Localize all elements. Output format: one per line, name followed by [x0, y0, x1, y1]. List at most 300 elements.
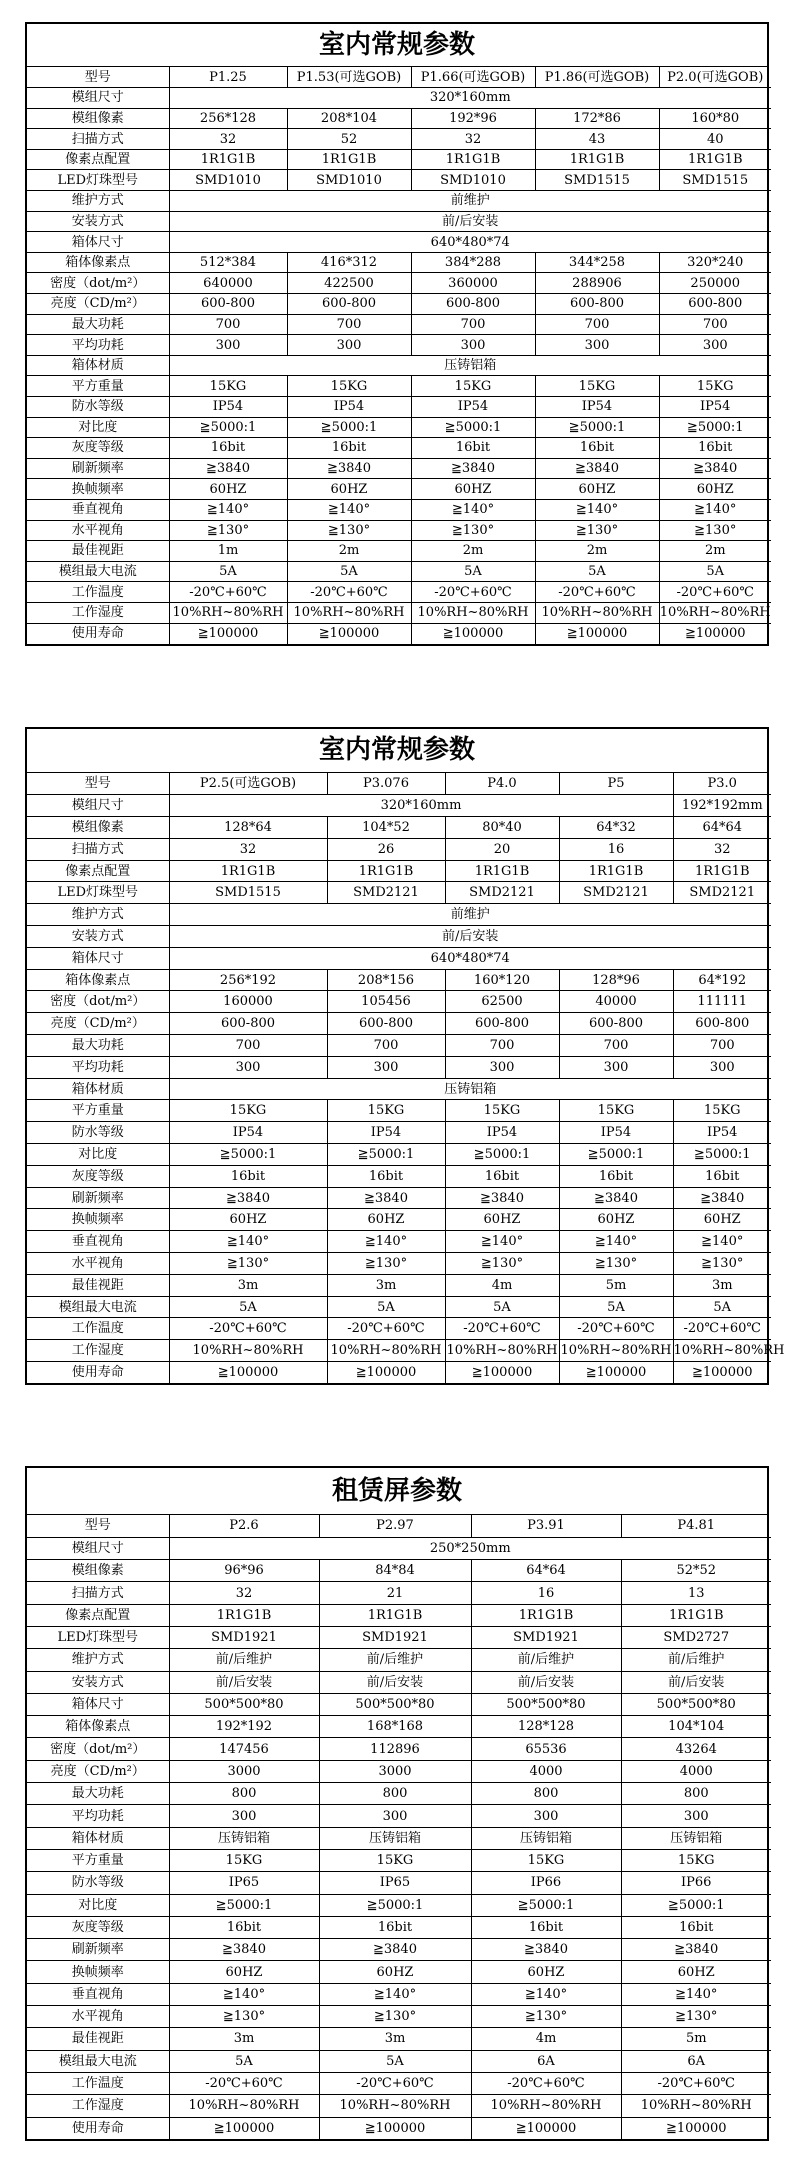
table-cell: ≧3840	[673, 1187, 771, 1209]
table-cell: ≧100000	[169, 1362, 327, 1384]
row-label: 垂直视角	[27, 1983, 169, 2005]
table-cell: 40	[659, 129, 771, 150]
table-cell: ≧5000:1	[169, 1144, 327, 1166]
row-label: 模组最大电流	[27, 1296, 169, 1318]
table-cell: 168*168	[319, 1716, 471, 1738]
table-row	[27, 1537, 771, 1559]
table-cell: ≧100000	[287, 623, 411, 644]
table-cell: 3m	[169, 2028, 319, 2050]
table-cell: 62500	[445, 991, 559, 1013]
row-label: 模组尺寸	[27, 1537, 169, 1559]
table-cell: 500*500*80	[319, 1693, 471, 1715]
table-cell: -20℃+60℃	[621, 2072, 771, 2094]
table-cell: ≧5000:1	[169, 417, 287, 438]
table-cell: 600-800	[445, 1013, 559, 1035]
table-cell: 60HZ	[471, 1961, 621, 1983]
column-header: P1.53(可选GOB)	[287, 67, 411, 88]
table-cell: ≧130°	[471, 2006, 621, 2028]
table-row	[27, 1187, 771, 1209]
table-cell: 前/后安装	[621, 1671, 771, 1693]
table-cell: 60HZ	[559, 1209, 673, 1231]
table-cell: IP54	[445, 1122, 559, 1144]
table-cell: 60HZ	[673, 1209, 771, 1231]
table-cell: 16bit	[169, 1165, 327, 1187]
table-cell: 700	[659, 314, 771, 335]
table-row	[27, 602, 771, 623]
table-cell: ≧3840	[327, 1187, 445, 1209]
table-cell: ≧100000	[535, 623, 659, 644]
table-cell: 15KG	[559, 1100, 673, 1122]
table-cell: 128*64	[169, 817, 327, 839]
table-cell: 640000	[169, 273, 287, 294]
table-cell: 128*128	[471, 1716, 621, 1738]
table-cell: 600-800	[287, 294, 411, 315]
table-cell: -20℃+60℃	[319, 2072, 471, 2094]
table-cell: 32	[673, 838, 771, 860]
table-cell: ≧140°	[327, 1231, 445, 1253]
table-cell: 64*64	[471, 1560, 621, 1582]
row-label: 换帧频率	[27, 479, 169, 500]
table-cell: 700	[411, 314, 535, 335]
row-label: 水平视角	[27, 1253, 169, 1275]
table-cell: 600-800	[535, 294, 659, 315]
table-cell: 32	[169, 838, 327, 860]
row-label: 防水等级	[27, 397, 169, 418]
table-row	[27, 1961, 771, 1983]
table-cell: 15KG	[411, 376, 535, 397]
table-row	[27, 860, 771, 882]
table-cell: 5A	[287, 561, 411, 582]
table-cell: 105456	[327, 991, 445, 1013]
row-label: 亮度（CD/m²）	[27, 1760, 169, 1782]
table-cell: 250*250mm	[169, 1537, 771, 1559]
column-header: P1.66(可选GOB)	[411, 67, 535, 88]
table-cell: 5A	[169, 1296, 327, 1318]
table-cell: 5A	[659, 561, 771, 582]
table-cell: 10%RH~80%RH	[445, 1340, 559, 1362]
table-cell: IP66	[471, 1872, 621, 1894]
table-cell: 1m	[169, 541, 287, 562]
table-row	[27, 2117, 771, 2139]
row-label: 平均功耗	[27, 1805, 169, 1827]
row-label: 最佳视距	[27, 1274, 169, 1296]
table-cell: 300	[169, 335, 287, 356]
table-cell: ≧130°	[411, 520, 535, 541]
row-label: 模组像素	[27, 1560, 169, 1582]
table-row	[27, 479, 771, 500]
row-label: 型号	[27, 1515, 169, 1537]
row-label: 灰度等级	[27, 1165, 169, 1187]
table-cell: -20℃+60℃	[169, 1318, 327, 1340]
table-row	[27, 1649, 771, 1671]
table-cell: 192*192mm	[673, 795, 771, 817]
table-cell: 15KG	[169, 376, 287, 397]
table-cell: 300	[559, 1056, 673, 1078]
row-label: 垂直视角	[27, 1231, 169, 1253]
table-cell: 320*240	[659, 252, 771, 273]
table-cell: ≧100000	[445, 1362, 559, 1384]
row-label: 型号	[27, 67, 169, 88]
table-cell: ≧3840	[169, 458, 287, 479]
table-cell: 压铸铝箱	[169, 1078, 771, 1100]
table-cell: SMD1515	[659, 170, 771, 191]
table-cell: 160000	[169, 991, 327, 1013]
column-header: P2.0(可选GOB)	[659, 67, 771, 88]
table-cell: 6A	[471, 2050, 621, 2072]
table-cell: SMD1515	[535, 170, 659, 191]
row-label: 工作湿度	[27, 2095, 169, 2117]
table-row	[27, 1983, 771, 2005]
table-cell: 15KG	[659, 376, 771, 397]
table-cell: 300	[319, 1805, 471, 1827]
table-cell: 600-800	[169, 1013, 327, 1035]
table-cell: 前/后安装	[169, 926, 771, 948]
table-cell: 16bit	[559, 1165, 673, 1187]
row-label: 维护方式	[27, 904, 169, 926]
table-cell: ≧130°	[535, 520, 659, 541]
table-cell: 13	[621, 1582, 771, 1604]
table-cell: 147456	[169, 1738, 319, 1760]
table-row	[27, 520, 771, 541]
table-cell: 10%RH~80%RH	[659, 602, 771, 623]
table-row	[27, 882, 771, 904]
table-cell: 256*192	[169, 969, 327, 991]
row-label: 模组像素	[27, 817, 169, 839]
table-row	[27, 1582, 771, 1604]
table-cell: 300	[169, 1805, 319, 1827]
spec-grid	[27, 773, 785, 1383]
row-label: 箱体像素点	[27, 969, 169, 991]
table-cell: ≧5000:1	[673, 1144, 771, 1166]
table-cell: IP65	[169, 1872, 319, 1894]
table-cell: ≧140°	[673, 1231, 771, 1253]
table-row	[27, 1362, 771, 1384]
table-cell: 700	[169, 314, 287, 335]
row-label: LED灯珠型号	[27, 1626, 169, 1648]
table-row	[27, 1056, 771, 1078]
row-label: 安装方式	[27, 211, 169, 232]
table-cell: -20℃+60℃	[445, 1318, 559, 1340]
table-cell: 700	[445, 1035, 559, 1057]
column-header: P2.5(可选GOB)	[169, 773, 327, 795]
table-cell: 前维护	[169, 191, 771, 212]
table-cell: 5A	[535, 561, 659, 582]
row-label: 垂直视角	[27, 499, 169, 520]
row-label: 扫描方式	[27, 129, 169, 150]
table-cell: 52*52	[621, 1560, 771, 1582]
table-cell: 2m	[287, 541, 411, 562]
table-row	[27, 88, 771, 109]
table-cell: 640*480*74	[169, 232, 771, 253]
table-cell: 64*192	[673, 969, 771, 991]
table-cell: ≧130°	[169, 520, 287, 541]
table-cell: 6A	[621, 2050, 771, 2072]
table-cell: ≧5000:1	[319, 1894, 471, 1916]
table-cell: 60HZ	[319, 1961, 471, 1983]
table-cell: SMD1515	[169, 882, 327, 904]
table-cell: ≧5000:1	[535, 417, 659, 438]
table-cell: ≧140°	[287, 499, 411, 520]
table-cell: 60HZ	[327, 1209, 445, 1231]
table-row	[27, 991, 771, 1013]
table-cell: 300	[673, 1056, 771, 1078]
table-cell: 208*104	[287, 108, 411, 129]
table-row	[27, 561, 771, 582]
table-cell: 16bit	[287, 438, 411, 459]
table-row	[27, 1209, 771, 1231]
table-cell: SMD1010	[411, 170, 535, 191]
table-row	[27, 108, 771, 129]
table-cell: 10%RH~80%RH	[327, 1340, 445, 1362]
table-cell: SMD2121	[559, 882, 673, 904]
table-cell: 600-800	[559, 1013, 673, 1035]
table-cell: ≧140°	[411, 499, 535, 520]
table-cell: ≧3840	[445, 1187, 559, 1209]
table-row	[27, 1296, 771, 1318]
table-cell: 1R1G1B	[471, 1604, 621, 1626]
table-row	[27, 1760, 771, 1782]
table-cell: 300	[411, 335, 535, 356]
row-label: 工作湿度	[27, 1340, 169, 1362]
table-cell: ≧130°	[659, 520, 771, 541]
table-row	[27, 1827, 771, 1849]
row-label: 使用寿命	[27, 623, 169, 644]
table-cell: ≧140°	[621, 1983, 771, 2005]
table-cell: SMD2727	[621, 1626, 771, 1648]
table-cell: 344*258	[535, 252, 659, 273]
table-cell: 3m	[673, 1274, 771, 1296]
table-cell: 5A	[411, 561, 535, 582]
table-cell: 16	[559, 838, 673, 860]
table-cell: ≧5000:1	[471, 1894, 621, 1916]
table-cell: 111111	[673, 991, 771, 1013]
row-label: 最佳视距	[27, 2028, 169, 2050]
table-cell: 10%RH~80%RH	[287, 602, 411, 623]
table-cell: 1R1G1B	[287, 149, 411, 170]
table-cell: 500*500*80	[169, 1693, 319, 1715]
table-cell: ≧100000	[659, 623, 771, 644]
column-header: P2.97	[319, 1515, 471, 1537]
table-row	[27, 1916, 771, 1938]
table-cell: 64*32	[559, 817, 673, 839]
row-label: 工作温度	[27, 2072, 169, 2094]
table-row	[27, 458, 771, 479]
table-cell: 1R1G1B	[621, 1604, 771, 1626]
table-cell: 1R1G1B	[559, 860, 673, 882]
table-row	[27, 1894, 771, 1916]
table-cell: -20℃+60℃	[411, 582, 535, 603]
row-label: 刷新频率	[27, 458, 169, 479]
table-row	[27, 1144, 771, 1166]
table-cell: 10%RH~80%RH	[559, 1340, 673, 1362]
table-cell: 96*96	[169, 1560, 319, 1582]
row-label: 水平视角	[27, 2006, 169, 2028]
table-cell: -20℃+60℃	[169, 2072, 319, 2094]
table-cell: 104*52	[327, 817, 445, 839]
table-cell: 700	[169, 1035, 327, 1057]
table-row	[27, 499, 771, 520]
table-cell: 3m	[319, 2028, 471, 2050]
column-header: P5	[559, 773, 673, 795]
table-cell: 10%RH~80%RH	[621, 2095, 771, 2117]
table-cell: ≧130°	[327, 1253, 445, 1275]
table-cell: 600-800	[327, 1013, 445, 1035]
table-row	[27, 1626, 771, 1648]
table-cell: 384*288	[411, 252, 535, 273]
row-label: 平方重量	[27, 376, 169, 397]
table-cell: ≧100000	[471, 2117, 621, 2139]
row-label: 扫描方式	[27, 1582, 169, 1604]
table-cell: ≧130°	[169, 2006, 319, 2028]
row-label: 箱体材质	[27, 1078, 169, 1100]
table-cell: ≧140°	[319, 1983, 471, 2005]
row-label: LED灯珠型号	[27, 882, 169, 904]
table-cell: 5m	[621, 2028, 771, 2050]
row-label: 密度（dot/m²）	[27, 273, 169, 294]
header-row	[27, 1515, 771, 1537]
table-cell: ≧3840	[535, 458, 659, 479]
table-cell: 2m	[535, 541, 659, 562]
table-cell: 2m	[659, 541, 771, 562]
table-cell: ≧5000:1	[621, 1894, 771, 1916]
table-cell: IP54	[411, 397, 535, 418]
table-cell: 1R1G1B	[327, 860, 445, 882]
column-header: P1.25	[169, 67, 287, 88]
row-label: 安装方式	[27, 1671, 169, 1693]
table-cell: 160*80	[659, 108, 771, 129]
table-cell: IP54	[535, 397, 659, 418]
table-row	[27, 2072, 771, 2094]
table-cell: 300	[659, 335, 771, 356]
table-cell: 5A	[319, 2050, 471, 2072]
row-label: 平方重量	[27, 1849, 169, 1871]
spec-grid	[27, 67, 771, 644]
table-row	[27, 335, 771, 356]
header-row	[27, 773, 771, 795]
table-row	[27, 294, 771, 315]
table-cell: 320*160mm	[169, 795, 673, 817]
table-cell: 300	[471, 1805, 621, 1827]
table-row	[27, 170, 771, 191]
table-cell: 422500	[287, 273, 411, 294]
column-header: P3.0	[673, 773, 771, 795]
table-cell: 250000	[659, 273, 771, 294]
row-label: 箱体尺寸	[27, 232, 169, 253]
table-row	[27, 314, 771, 335]
table-cell: 800	[169, 1783, 319, 1805]
table-cell: 60HZ	[445, 1209, 559, 1231]
table-cell: IP66	[621, 1872, 771, 1894]
table-cell: 4000	[471, 1760, 621, 1782]
table-cell: 64*64	[673, 817, 771, 839]
table-cell: 112896	[319, 1738, 471, 1760]
row-label: 像素点配置	[27, 149, 169, 170]
table-row	[27, 926, 771, 948]
table-cell: 800	[621, 1783, 771, 1805]
table-cell: 208*156	[327, 969, 445, 991]
table-cell: 5A	[673, 1296, 771, 1318]
table-cell: 10%RH~80%RH	[169, 2095, 319, 2117]
table-cell: 10%RH~80%RH	[169, 1340, 327, 1362]
table-cell: ≧100000	[559, 1362, 673, 1384]
table-cell: 300	[327, 1056, 445, 1078]
table-cell: 3m	[169, 1274, 327, 1296]
table-cell: 700	[287, 314, 411, 335]
table-cell: 16bit	[535, 438, 659, 459]
table-cell: 84*84	[319, 1560, 471, 1582]
table-row	[27, 232, 771, 253]
table-cell: IP54	[169, 1122, 327, 1144]
table-cell: SMD1010	[287, 170, 411, 191]
table-title: 租赁屏参数	[27, 1468, 767, 1515]
table-cell: 1R1G1B	[445, 860, 559, 882]
table-cell: 40000	[559, 991, 673, 1013]
table-cell: ≧130°	[319, 2006, 471, 2028]
table-cell: 800	[471, 1783, 621, 1805]
spec-table-indoor-2	[25, 727, 785, 1385]
table-row	[27, 1122, 771, 1144]
table-cell: 16bit	[411, 438, 535, 459]
table-row	[27, 541, 771, 562]
table-cell: 700	[535, 314, 659, 335]
column-header: P1.86(可选GOB)	[535, 67, 659, 88]
table-cell: ≧100000	[411, 623, 535, 644]
row-label: 最大功耗	[27, 314, 169, 335]
table-cell: 3000	[169, 1760, 319, 1782]
table-cell: 压铸铝箱	[319, 1827, 471, 1849]
table-cell: IP54	[659, 397, 771, 418]
table-cell: ≧3840	[621, 1939, 771, 1961]
table-cell: 前/后维护	[169, 1649, 319, 1671]
table-cell: 172*86	[535, 108, 659, 129]
table-cell: ≧5000:1	[327, 1144, 445, 1166]
table-cell: 15KG	[287, 376, 411, 397]
row-label: 对比度	[27, 1144, 169, 1166]
table-cell: 前/后安装	[169, 211, 771, 232]
table-cell: 640*480*74	[169, 947, 771, 969]
table-cell: 60HZ	[169, 479, 287, 500]
row-label: LED灯珠型号	[27, 170, 169, 191]
spec-table-indoor-1	[25, 22, 769, 646]
table-cell: 60HZ	[169, 1961, 319, 1983]
table-row	[27, 397, 771, 418]
table-cell: 10%RH~80%RH	[411, 602, 535, 623]
table-cell: IP54	[559, 1122, 673, 1144]
table-cell: 300	[445, 1056, 559, 1078]
table-cell: 256*128	[169, 108, 287, 129]
table-cell: 1R1G1B	[673, 860, 771, 882]
table-cell: 1R1G1B	[319, 1604, 471, 1626]
table-cell: 4000	[621, 1760, 771, 1782]
table-cell: 600-800	[673, 1013, 771, 1035]
row-label: 水平视角	[27, 520, 169, 541]
table-cell: IP54	[673, 1122, 771, 1144]
row-label: 亮度（CD/m²）	[27, 294, 169, 315]
table-cell: ≧130°	[559, 1253, 673, 1275]
table-cell: -20℃+60℃	[673, 1318, 771, 1340]
table-cell: 15KG	[319, 1849, 471, 1871]
table-cell: ≧140°	[169, 1983, 319, 2005]
table-cell: 16bit	[169, 1916, 319, 1938]
row-label: 平均功耗	[27, 1056, 169, 1078]
row-label: 防水等级	[27, 1872, 169, 1894]
table-row	[27, 1604, 771, 1626]
table-row	[27, 838, 771, 860]
table-cell: ≧130°	[621, 2006, 771, 2028]
table-cell: ≧130°	[287, 520, 411, 541]
table-cell: IP54	[287, 397, 411, 418]
table-cell: 5A	[559, 1296, 673, 1318]
